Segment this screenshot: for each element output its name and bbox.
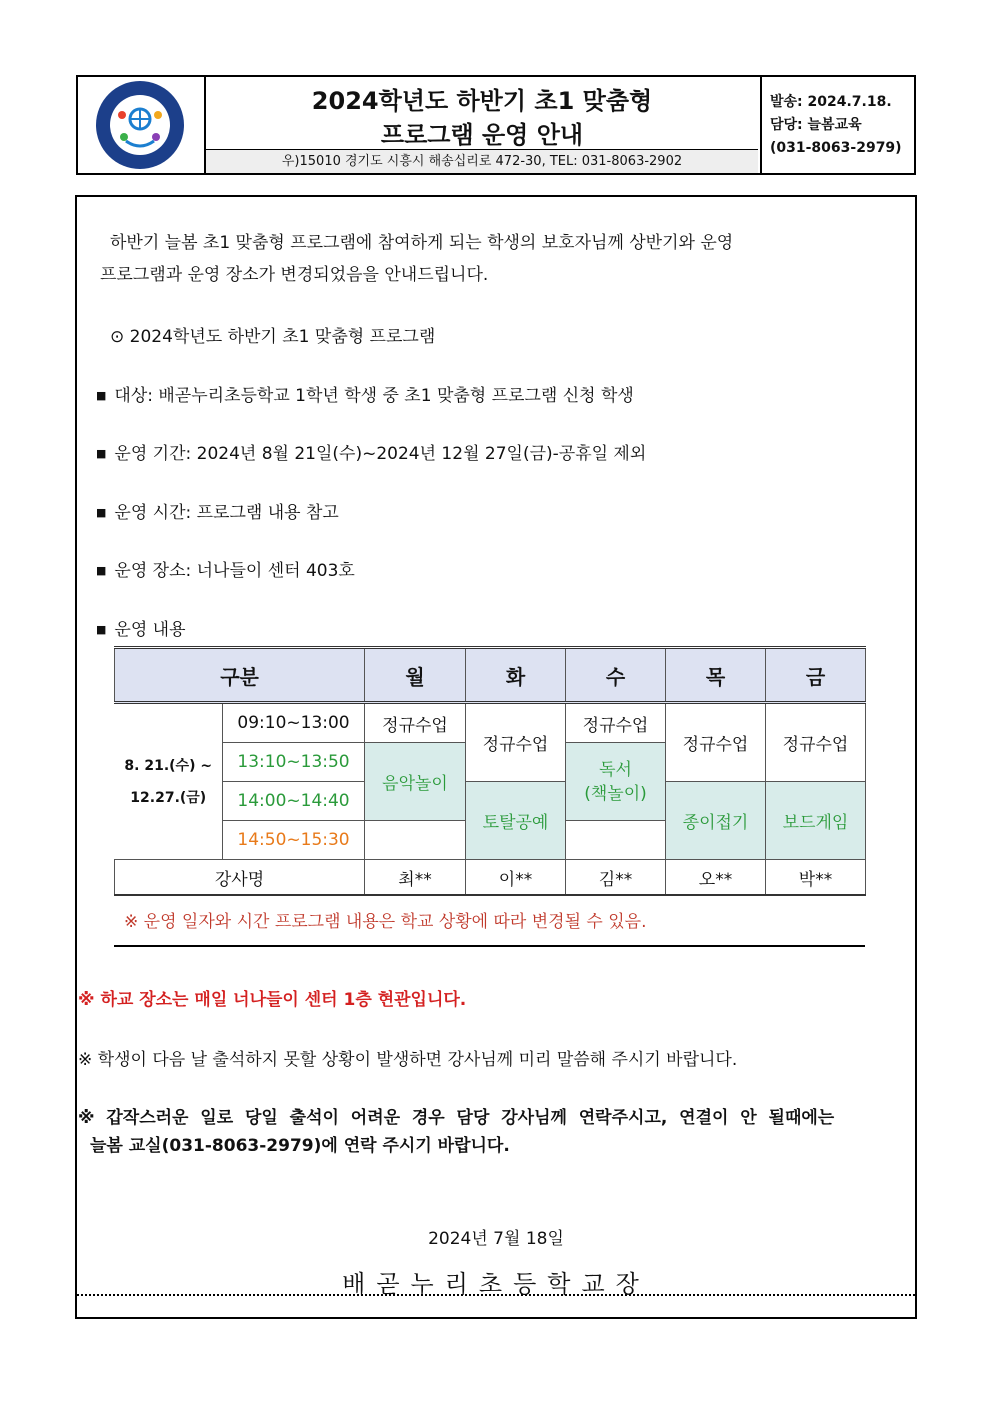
instructor-label: 강사명 <box>115 860 365 896</box>
bullet-place: ■ 운영 장소: 너나들이 센터 403호 <box>96 556 355 581</box>
header-category: 구분 <box>115 648 365 703</box>
instructor-tue: 이** <box>466 860 566 896</box>
wed-program <box>566 743 666 821</box>
document-title-line1: 2024학년도 하반기 초1 맞춤형 <box>311 87 653 115</box>
contact-notice-line1: ※ 갑작스러운 일로 당일 출석이 어려운 경우 담당 강사님께 연락주시고, 연결이 안 될때에는 <box>78 1108 835 1128</box>
absence-notice: ※ 학생이 다음 날 출석하지 못할 상황이 발생하면 강사님께 미리 말씀해 주시기 바랍니다. <box>78 1050 738 1070</box>
section-title: ⊙ 2024학년도 하반기 초1 맞춤형 프로그램 <box>110 327 436 347</box>
logo-cell <box>78 77 206 173</box>
dotted-divider <box>77 1294 915 1296</box>
mon-regular: 정규수업 <box>365 703 466 743</box>
wed-empty <box>566 821 666 860</box>
table-header-row <box>115 648 866 703</box>
header-fri: 금 <box>766 648 866 703</box>
bullet-time: ■ 운영 시간: 프로그램 내용 참고 <box>96 498 339 523</box>
fri-regular: 정규수업 <box>766 703 866 782</box>
time-slot-4 <box>223 821 365 860</box>
table-note: ※ 운영 일자와 시간 프로그램 내용은 학교 상황에 따라 변경될 수 있음. <box>124 912 647 932</box>
tue-program: 토탈공예 <box>466 782 566 860</box>
title-cell <box>206 77 762 173</box>
mon-empty <box>365 821 466 860</box>
principal-signature: 배곧누리초등학교장 <box>342 1270 650 1298</box>
wed-program-name: 독서 <box>599 759 632 780</box>
thu-program: 종이접기 <box>666 782 766 860</box>
divider <box>114 945 865 947</box>
header-mon: 월 <box>365 648 466 703</box>
contact-notice-line2: 늘봄 교실(031-8063-2979)에 연락 주시기 바랍니다. <box>90 1136 510 1156</box>
instructor-fri: 박** <box>766 860 866 896</box>
school-address: 우)15010 경기도 시흥시 해송십리로 472-30, TEL: 031-8063-2902 <box>206 149 758 173</box>
header-thu: 목 <box>666 648 766 703</box>
issue-date: 발송: 2024.7.18. <box>770 94 892 110</box>
table-row <box>115 782 866 821</box>
contact-phone: (031-8063-2979) <box>770 140 902 156</box>
period-cell <box>115 703 223 860</box>
time-slot-4-text: 14:50~15:30 <box>237 830 350 850</box>
time-slot-1: 09:10~13:00 <box>223 703 365 743</box>
school-logo-icon <box>90 79 190 171</box>
wed-program-sub: (책놀이) <box>584 783 647 804</box>
time-slot-3: 14:00~14:40 <box>223 782 365 821</box>
instructor-row <box>115 860 866 896</box>
thu-regular: 정규수업 <box>666 703 766 782</box>
document-title-line2: 프로그램 운영 안내 <box>380 121 584 149</box>
bullet-target: ■ 대상: 배곧누리초등학교 1학년 학생 중 초1 맞춤형 프로그램 신청 학생 <box>96 381 634 406</box>
mon-program: 음악놀이 <box>365 743 466 821</box>
schedule-table <box>114 646 866 896</box>
intro-line1: 하반기 늘봄 초1 맞춤형 프로그램에 참여하게 되는 학생의 보호자님께 상반기와 운영 <box>110 233 734 253</box>
document-date: 2024년 7월 18일 <box>428 1229 564 1249</box>
contact-notice <box>78 1104 914 1160</box>
intro-line2: 프로그램과 운영 장소가 변경되었음을 안내드립니다. <box>100 265 489 285</box>
issue-info <box>770 91 910 160</box>
pickup-notice: ※ 하교 장소는 매일 너나들이 센터 1층 현관입니다. <box>78 990 467 1010</box>
instructor-thu: 오** <box>666 860 766 896</box>
header-wed: 수 <box>566 648 666 703</box>
contact-dept: 담당: 늘봄교육 <box>770 117 862 133</box>
tue-regular: 정규수업 <box>466 703 566 782</box>
table-row <box>115 703 866 743</box>
instructor-mon: 최** <box>365 860 466 896</box>
bullet-content: ■ 운영 내용 <box>96 615 186 640</box>
instructor-wed: 김** <box>566 860 666 896</box>
fri-program: 보드게임 <box>766 782 866 860</box>
bullet-period: ■ 운영 기간: 2024년 8월 21일(수)~2024년 12월 27일(금)-공휴일 제외 <box>96 439 646 464</box>
document-header <box>76 75 916 175</box>
header-tue: 화 <box>466 648 566 703</box>
period-end: 12.27.(금) <box>130 789 207 806</box>
period-start: 8. 21.(수) ~ <box>124 757 213 774</box>
wed-regular: 정규수업 <box>566 703 666 743</box>
time-slot-2: 13:10~13:50 <box>223 743 365 782</box>
